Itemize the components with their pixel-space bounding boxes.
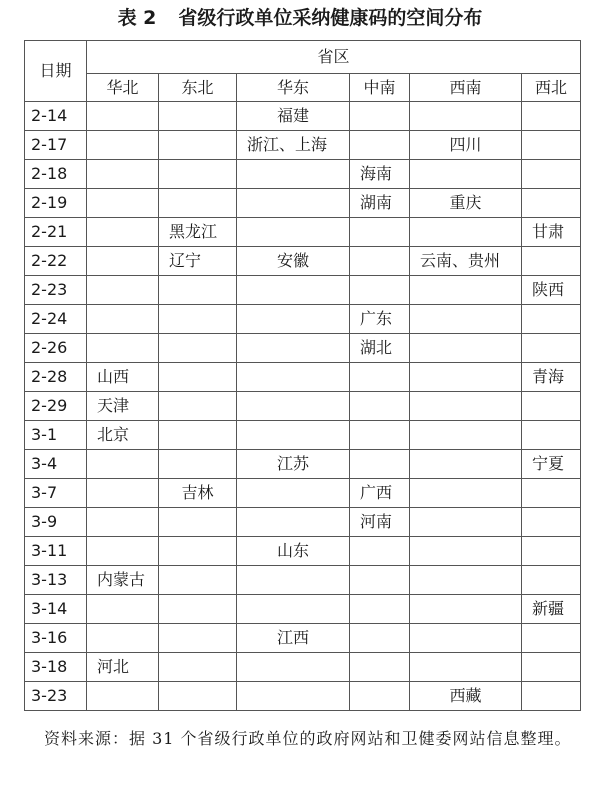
- province-cell: [410, 102, 522, 131]
- province-cell: 湖南: [350, 189, 410, 218]
- province-cell: [350, 450, 410, 479]
- province-cell: [159, 131, 237, 160]
- table-row: [25, 276, 581, 305]
- province-cell: [522, 421, 581, 450]
- table-row: [25, 131, 581, 160]
- province-cell: [350, 247, 410, 276]
- date-cell: 2-24: [25, 305, 87, 334]
- region-header-cell: 东北: [159, 74, 237, 102]
- province-cell: [522, 653, 581, 682]
- date-cell: 2-23: [25, 276, 87, 305]
- province-cell: [522, 624, 581, 653]
- province-cell: [237, 682, 350, 711]
- table-number: 表 2: [117, 7, 157, 29]
- table-row: [25, 537, 581, 566]
- province-cell: [522, 189, 581, 218]
- province-cell: [350, 102, 410, 131]
- province-cell: [522, 508, 581, 537]
- province-cell: [522, 247, 581, 276]
- province-cell: [410, 421, 522, 450]
- province-cell: [237, 508, 350, 537]
- province-cell: [350, 682, 410, 711]
- table-row: [25, 334, 581, 363]
- province-cell: [159, 450, 237, 479]
- date-cell: 3-9: [25, 508, 87, 537]
- region-header-cell: 华东: [237, 74, 350, 102]
- province-cell: 黑龙江: [159, 218, 237, 247]
- province-cell: [237, 595, 350, 624]
- province-cell: 新疆: [522, 595, 581, 624]
- province-cell: [159, 160, 237, 189]
- province-cell: 河南: [350, 508, 410, 537]
- table-row: [25, 682, 581, 711]
- province-cell: [87, 131, 159, 160]
- province-cell: [87, 537, 159, 566]
- province-cell: 西藏: [410, 682, 522, 711]
- province-cell: [410, 450, 522, 479]
- table-row: [25, 479, 581, 508]
- province-cell: [410, 305, 522, 334]
- table-row: [25, 566, 581, 595]
- province-cell: [237, 189, 350, 218]
- province-cell: [237, 218, 350, 247]
- province-cell: [350, 218, 410, 247]
- province-cell: [350, 363, 410, 392]
- province-cell: [159, 508, 237, 537]
- table-row: [25, 421, 581, 450]
- header-row-regions: [25, 74, 581, 102]
- province-cell: [237, 566, 350, 595]
- province-cell: 安徽: [237, 247, 350, 276]
- province-cell: [87, 276, 159, 305]
- province-cell: [350, 421, 410, 450]
- date-cell: 3-7: [25, 479, 87, 508]
- region-header-cell: 西南: [410, 74, 522, 102]
- province-cell: [237, 334, 350, 363]
- table-row: [25, 595, 581, 624]
- province-cell: [159, 653, 237, 682]
- province-cell: [350, 595, 410, 624]
- province-cell: [410, 508, 522, 537]
- province-cell: [87, 624, 159, 653]
- date-cell: 2-26: [25, 334, 87, 363]
- province-cell: 福建: [237, 102, 350, 131]
- date-cell: 2-29: [25, 392, 87, 421]
- date-cell: 3-14: [25, 595, 87, 624]
- table-row: [25, 363, 581, 392]
- region-header-cell: 华北: [87, 74, 159, 102]
- table-row: [25, 450, 581, 479]
- table-row: [25, 624, 581, 653]
- province-cell: [350, 131, 410, 160]
- province-cell: 山西: [87, 363, 159, 392]
- province-cell: [237, 479, 350, 508]
- province-cell: [522, 537, 581, 566]
- province-cell: [410, 595, 522, 624]
- province-cell: [522, 479, 581, 508]
- province-cell: [350, 624, 410, 653]
- province-cell: 云南、贵州: [410, 247, 522, 276]
- province-cell: [410, 363, 522, 392]
- province-cell: [87, 247, 159, 276]
- province-cell: [522, 392, 581, 421]
- province-cell: [410, 479, 522, 508]
- date-cell: 3-18: [25, 653, 87, 682]
- province-cell: 宁夏: [522, 450, 581, 479]
- province-cell: [522, 334, 581, 363]
- province-cell: [522, 131, 581, 160]
- province-cell: [159, 363, 237, 392]
- province-cell: [87, 508, 159, 537]
- province-cell: [87, 682, 159, 711]
- province-cell: [159, 595, 237, 624]
- province-cell: [410, 624, 522, 653]
- table-row: [25, 508, 581, 537]
- source-note: 资料来源：据 31 个省级行政单位的政府网站和卫健委网站信息整理。: [44, 729, 572, 748]
- province-cell: 山东: [237, 537, 350, 566]
- table-title: [0, 4, 600, 32]
- province-cell: [350, 566, 410, 595]
- province-cell: [87, 189, 159, 218]
- date-cell: 2-21: [25, 218, 87, 247]
- province-cell: 江西: [237, 624, 350, 653]
- table-row: [25, 189, 581, 218]
- date-cell: 3-11: [25, 537, 87, 566]
- province-cell: [159, 421, 237, 450]
- province-cell: [237, 421, 350, 450]
- province-cell: [87, 450, 159, 479]
- province-cell: [522, 160, 581, 189]
- region-header-cell: 西北: [522, 74, 581, 102]
- province-cell: [350, 537, 410, 566]
- province-cell: [159, 305, 237, 334]
- province-cell: [159, 682, 237, 711]
- province-cell: [522, 305, 581, 334]
- province-cell: [410, 276, 522, 305]
- province-cell: 广东: [350, 305, 410, 334]
- date-cell: 2-17: [25, 131, 87, 160]
- province-cell: 内蒙古: [87, 566, 159, 595]
- province-cell: 青海: [522, 363, 581, 392]
- table-row: [25, 247, 581, 276]
- table-row: [25, 392, 581, 421]
- province-cell: [159, 537, 237, 566]
- health-code-table: [24, 40, 581, 711]
- province-cell: [237, 160, 350, 189]
- province-cell: [87, 160, 159, 189]
- province-cell: 广西: [350, 479, 410, 508]
- province-cell: 甘肃: [522, 218, 581, 247]
- province-cell: 重庆: [410, 189, 522, 218]
- province-cell: [159, 624, 237, 653]
- province-cell: [237, 392, 350, 421]
- date-cell: 2-19: [25, 189, 87, 218]
- province-cell: 海南: [350, 160, 410, 189]
- date-cell: 3-16: [25, 624, 87, 653]
- province-cell: 陕西: [522, 276, 581, 305]
- province-cell: [410, 566, 522, 595]
- province-cell: [87, 595, 159, 624]
- province-cell: [237, 276, 350, 305]
- province-cell: 四川: [410, 131, 522, 160]
- date-cell: 3-13: [25, 566, 87, 595]
- province-cell: 浙江、上海: [237, 131, 350, 160]
- province-cell: 辽宁: [159, 247, 237, 276]
- province-cell: [87, 102, 159, 131]
- province-cell: 天津: [87, 392, 159, 421]
- province-cell: 吉林: [159, 479, 237, 508]
- province-cell: [410, 392, 522, 421]
- province-cell: [159, 276, 237, 305]
- province-cell: [159, 334, 237, 363]
- province-cell: [410, 537, 522, 566]
- province-cell: [410, 334, 522, 363]
- province-cell: 河北: [87, 653, 159, 682]
- province-cell: 江苏: [237, 450, 350, 479]
- date-cell: 2-14: [25, 102, 87, 131]
- table-row: [25, 305, 581, 334]
- province-cell: [87, 479, 159, 508]
- region-header: 省区: [87, 41, 581, 74]
- table-body: [25, 102, 581, 711]
- table-row: [25, 102, 581, 131]
- date-cell: 2-18: [25, 160, 87, 189]
- province-cell: [522, 102, 581, 131]
- table-row: [25, 218, 581, 247]
- province-cell: [159, 392, 237, 421]
- province-cell: [159, 566, 237, 595]
- province-cell: [522, 566, 581, 595]
- province-cell: [350, 653, 410, 682]
- province-cell: [522, 682, 581, 711]
- table-row: [25, 160, 581, 189]
- date-header: 日期: [25, 41, 87, 102]
- province-cell: [237, 653, 350, 682]
- province-cell: [237, 363, 350, 392]
- date-cell: 3-23: [25, 682, 87, 711]
- province-cell: [410, 653, 522, 682]
- province-cell: [87, 218, 159, 247]
- province-cell: [350, 392, 410, 421]
- header-row-top: [25, 41, 581, 74]
- province-cell: [159, 189, 237, 218]
- region-header-cell: 中南: [350, 74, 410, 102]
- province-cell: [350, 276, 410, 305]
- province-cell: [87, 334, 159, 363]
- province-cell: 湖北: [350, 334, 410, 363]
- province-cell: [410, 160, 522, 189]
- date-cell: 2-22: [25, 247, 87, 276]
- date-cell: 2-28: [25, 363, 87, 392]
- province-cell: [87, 305, 159, 334]
- province-cell: [237, 305, 350, 334]
- date-cell: 3-4: [25, 450, 87, 479]
- table-row: [25, 653, 581, 682]
- date-cell: 3-1: [25, 421, 87, 450]
- province-cell: [410, 218, 522, 247]
- province-cell: 北京: [87, 421, 159, 450]
- table-title-text: 省级行政单位采纳健康码的空间分布: [178, 7, 483, 29]
- province-cell: [159, 102, 237, 131]
